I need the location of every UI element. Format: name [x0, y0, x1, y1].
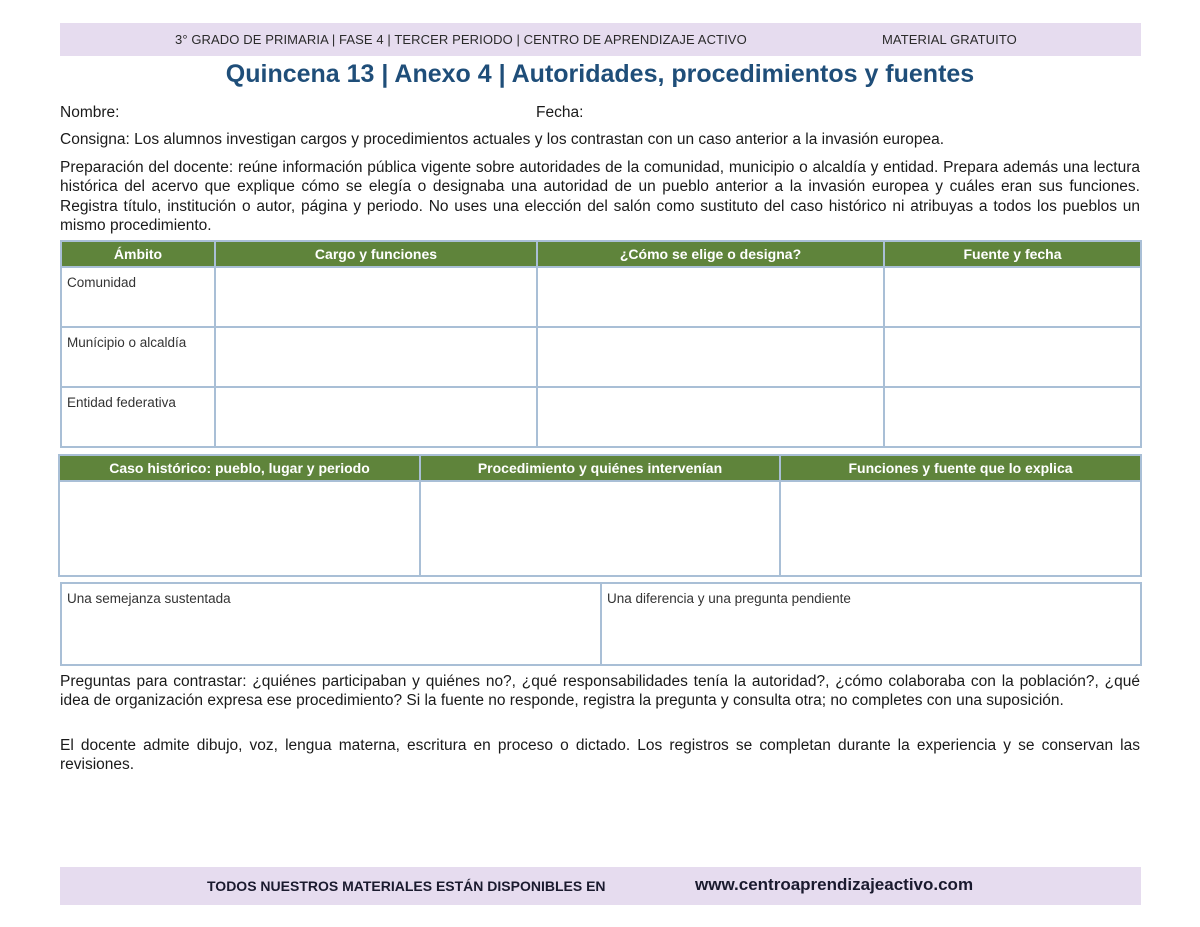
- table-cell[interactable]: [537, 387, 884, 447]
- table-cell[interactable]: [884, 327, 1141, 387]
- header-gratuito: MATERIAL GRATUITO: [882, 32, 1017, 47]
- table-row: [59, 481, 1141, 576]
- column-header: Ámbito: [61, 241, 215, 267]
- column-header: ¿Cómo se elige o designa?: [537, 241, 884, 267]
- table-cell[interactable]: [215, 387, 537, 447]
- row-label: Comunidad: [61, 267, 215, 327]
- table-header-row: [61, 241, 1141, 267]
- preguntas-text: Preguntas para contrastar: ¿quiénes participaban y quiénes no?, ¿qué responsabilidades tenía la autoridad?, ¿cómo colaboraba con la población?, ¿qué idea de organización expresa ese procedimiento? Si la fuente no responde, registra la pregunta y consulta otra; no completes con una suposición.: [60, 673, 1140, 710]
- autoridades-table: [60, 240, 1142, 448]
- row-label: Entidad federativa: [61, 387, 215, 447]
- table-cell[interactable]: [215, 267, 537, 327]
- header-band: [60, 23, 1141, 56]
- table-cell[interactable]: [884, 267, 1141, 327]
- docente-text: El docente admite dibujo, voz, lengua materna, escritura en proceso o dictado. Los registros se completan durante la experiencia y se conservan las revisiones.: [60, 737, 1140, 774]
- table-row: [61, 327, 1141, 387]
- table-row: [61, 267, 1141, 327]
- table-cell[interactable]: [884, 387, 1141, 447]
- table-cell[interactable]: [537, 267, 884, 327]
- table-cell[interactable]: [537, 327, 884, 387]
- consigna-text: Consigna: Los alumnos investigan cargos y procedimientos actuales y los contrastan con un caso anterior a la invasión europea.: [60, 131, 945, 148]
- contraste-table: [60, 582, 1142, 666]
- fecha-label: Fecha:: [536, 104, 584, 121]
- column-header: Fuente y fecha: [884, 241, 1141, 267]
- table-row: [61, 583, 1141, 665]
- row-label: Munícipio o alcaldía: [61, 327, 215, 387]
- table-cell[interactable]: [420, 481, 780, 576]
- table-cell[interactable]: [780, 481, 1141, 576]
- nombre-label: Nombre:: [60, 104, 120, 121]
- column-header: Funciones y fuente que lo explica: [780, 455, 1141, 481]
- table-row: [61, 387, 1141, 447]
- column-header: Cargo y funciones: [215, 241, 537, 267]
- diferencia-cell[interactable]: Una diferencia y una pregunta pendiente: [601, 583, 1141, 665]
- caso-historico-table: [58, 454, 1142, 577]
- table-cell[interactable]: [59, 481, 420, 576]
- semejanza-cell[interactable]: Una semejanza sustentada: [61, 583, 601, 665]
- page-title: Quincena 13 | Anexo 4 | Autoridades, procedimientos y fuentes: [225, 60, 975, 88]
- footer-band: [60, 867, 1141, 905]
- footer-text: TODOS NUESTROS MATERIALES ESTÁN DISPONIBLES EN: [207, 878, 606, 894]
- table-cell[interactable]: [215, 327, 537, 387]
- column-header: Procedimiento y quiénes intervenían: [420, 455, 780, 481]
- footer-url[interactable]: www.centroaprendizajeactivo.com: [695, 875, 974, 894]
- header-grado: 3° GRADO DE PRIMARIA | FASE 4 | TERCER PERIODO | CENTRO DE APRENDIZAJE ACTIVO: [175, 32, 747, 47]
- preparacion-text: Preparación del docente: reúne información pública vigente sobre autoridades de la comunidad, municipio o alcaldía y entidad. Prepara además una lectura histórica del acervo que explique cómo se elegía o designaba una autoridad de un pueblo anterior a la invasión europea y cuáles eran sus funciones. Registra título, institución o autor, página y periodo. No uses una elección del salón como sustituto del caso histórico ni atribuyas a todos los pueblos un mismo procedimiento.: [60, 159, 1140, 234]
- table-header-row: [59, 455, 1141, 481]
- column-header: Caso histórico: pueblo, lugar y periodo: [59, 455, 420, 481]
